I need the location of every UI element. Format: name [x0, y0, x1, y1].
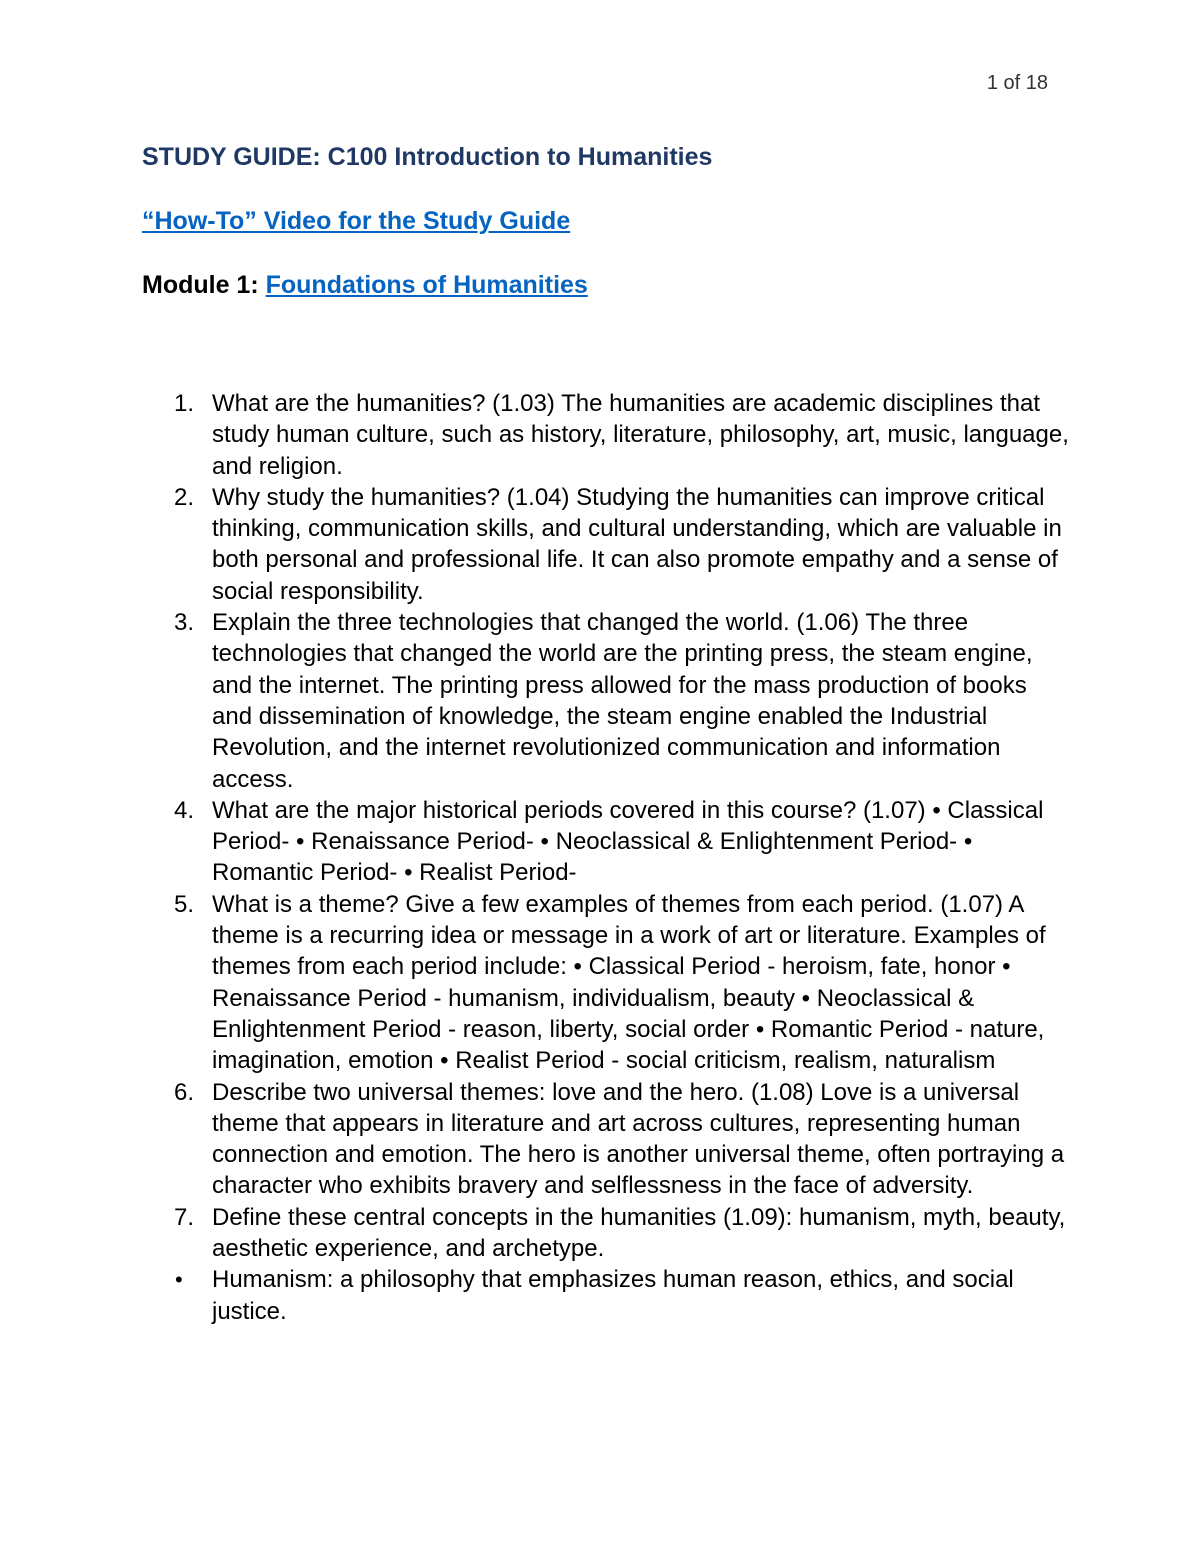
question-text: What is a theme? Give a few examples of themes from each period. (1.07) A theme is a recurring idea or message in a work of art or literature. Examples of themes from each period include: • Classical Period - heroism, fate, honor • Renaissance Period - humanism, individualism, beauty • Neoclassical & Enlightenment Period - reason, liberty, social order • Romantic Period - nature, imagination, emotion • Realist Period - social criticism, realism, naturalism — [212, 890, 1046, 1075]
question-text: What are the humanities? (1.03) The humanities are academic disciplines that study human culture, such as history, literature, philosophy, art, music, language, and religion. — [212, 390, 1069, 480]
question-number: 5. — [174, 890, 195, 918]
bullet-icon: • — [175, 1267, 183, 1293]
module-link[interactable]: Foundations of Humanities — [265, 271, 588, 299]
module-prefix: Module 1: — [142, 271, 266, 299]
question-item — [142, 1202, 1072, 1265]
question-item — [142, 889, 1072, 1077]
question-number: 2. — [174, 483, 195, 511]
question-number: 1. — [174, 390, 195, 417]
question-list — [142, 388, 1072, 1327]
question-item — [142, 1077, 1072, 1202]
question-text: Describe two universal themes: love and the hero. (1.08) Love is a universal theme that appears in literature and art across cultures, representing human connection and emotion. The hero is another universal theme, often portraying a character who exhibits bravery and selflessness in the face of adversity. — [212, 1078, 1065, 1200]
question-number: 7. — [174, 1203, 195, 1231]
question-item — [142, 795, 1072, 889]
document-body — [142, 140, 1072, 1327]
question-text: Why study the humanities? (1.04) Studying the humanities can improve critical thinking, communication skills, and cultural understanding, which are valuable in both personal and professional life. It can also promote empathy and a sense of social responsibility. — [212, 483, 1062, 605]
question-number: 4. — [174, 796, 195, 824]
question-item — [142, 388, 1072, 482]
bullet-item — [142, 1264, 1072, 1327]
question-text: Explain the three technologies that changed the world. (1.06) The three technologies that changed the world are the printing press, the steam engine, and the internet. The printing press allowed for the mass production of books and dissemination of knowledge, the steam engine enabled the Industrial Revolution, and the internet revolutionized communication and information access. — [212, 609, 1033, 793]
question-text: What are the major historical periods covered in this course? (1.07) • Classical Period- • Renaissance Period- • Neoclassical & Enlightenment Period- • Romantic Period- • Realist Period- — [212, 796, 1044, 887]
module-heading — [142, 268, 1072, 302]
bullet-text: Humanism: a philosophy that emphasizes human reason, ethics, and social justice. — [212, 1266, 1014, 1325]
how-to-video-link[interactable]: “How-To” Video for the Study Guide — [142, 207, 571, 235]
page-title: STUDY GUIDE: C100 Introduction to Humanities — [142, 143, 713, 171]
question-text: Define these central concepts in the humanities (1.09): humanism, myth, beauty, aesthetic experience, and archetype. — [212, 1203, 1066, 1263]
question-number: 3. — [174, 609, 195, 637]
question-item — [142, 482, 1072, 607]
page-number: 1 of 18 — [986, 72, 1048, 94]
question-item — [142, 607, 1072, 795]
question-number: 6. — [174, 1078, 195, 1106]
